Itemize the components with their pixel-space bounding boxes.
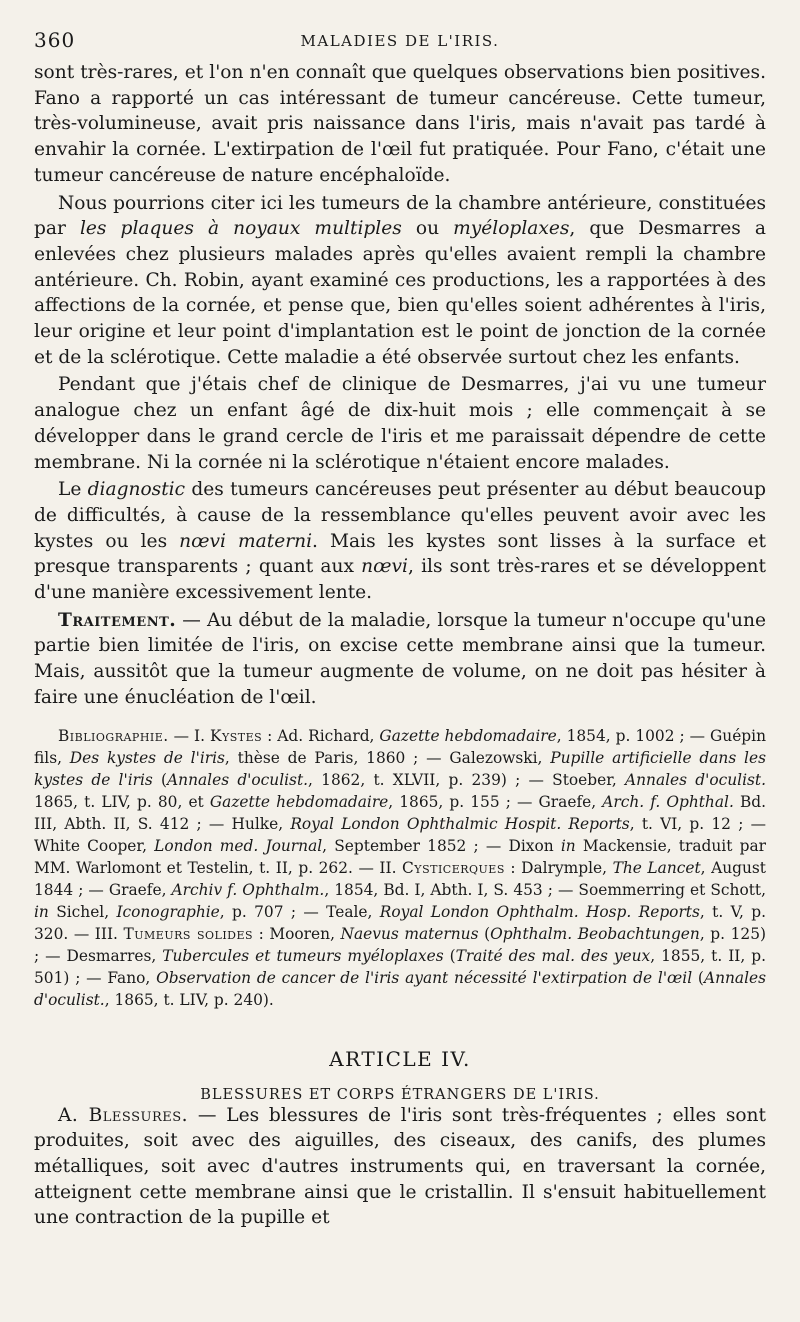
text-run: , September 1852 ; — Dixon (322, 836, 561, 855)
text-run: , 1854, Bd. I, Abth. I, S. 453 ; — Soemmerring et Schott, (324, 880, 766, 899)
section-label: A. Blessures. (58, 1104, 189, 1126)
bib-title: in (34, 902, 49, 921)
text-run: : Dalrymple, (504, 858, 613, 877)
bibliography (34, 725, 766, 1011)
text-run: : Ad. Richard, (262, 726, 380, 745)
page-number: 360 (34, 28, 76, 52)
article-subtitle: BLESSURES ET CORPS ÉTRANGERS DE L'IRIS. (200, 1086, 600, 1103)
italic-term: nœvi materni (179, 530, 313, 552)
bib-title: Annales d'oculist. (167, 770, 309, 789)
text-run: — Les blessures de l'iris sont très-fréquentes ; elles sont produites, soit avec des aiguilles, des ciseaux, des canifs, des plumes métalliques, soit avec d'autres instruments qui, en traversant la cornée, atteignent cette membrane ainsi que le cristallin. Il s'ensuit habituellement une contraction de la pupille et (34, 1104, 767, 1229)
bib-title: Annales d'oculist. (625, 770, 766, 789)
bib-title: Iconographie (116, 902, 220, 921)
bib-title: Royal London Ophthalmic Hospit. Reports (290, 814, 630, 833)
paragraph-blessures (34, 1103, 766, 1232)
text-run: ou (401, 218, 454, 240)
text-run: , ils sont très-rares et se développent d'une manière excessivement lente. (34, 556, 767, 604)
text-run: Nous pourrions citer ici les tumeurs de la chambre antérieure, constituées par (34, 192, 766, 240)
bib-title: Archiv f. Ophthalm. (171, 880, 325, 899)
paragraph-tumor-cases: sont très-rares, et l'on n'en connaît que quelques observations bien positives. Fano a rapporté un cas intéressant de tumeur cancéreuse. Cette tumeur, très-volumineuse, avait pris naissance dans l'iris, mais n'avait pas tardé à envahir la cornée. L'extirpation de l'œil fut pratiquée. Pour Fano, c'était une tumeur cancéreuse de nature encéphaloïde. (34, 62, 766, 186)
bib-title: Arch. f. Ophthal. (602, 792, 734, 811)
bib-title: Ophthalm. Beobachtungen (490, 924, 700, 943)
text-run: — Au début de la maladie, lorsque la tumeur n'occupe qu'une partie bien limitée de l'iris, on excise cette membrane ainsi que la tumeur. Mais, aussitôt que la tumeur augmente de volume, on ne doit pas hésiter à faire une énucléation de l'œil. (34, 609, 766, 708)
text-run: Bd. III, Abth. II, S. 412 ; — Hulke, (34, 792, 766, 833)
text-run: 1865, t. LIV, p. 80, et (34, 792, 210, 811)
bib-title: Pupille artificielle dans les kystes de l'iris (34, 748, 766, 789)
bib-title: Tubercules et tumeurs myéloplaxes (162, 946, 444, 965)
bib-title: Traité des mal. des yeux (455, 946, 651, 965)
bib-title: Royal London Ophthalm. Hosp. Reports (379, 902, 700, 921)
text-run: , 1855, t. II, p. 501) ; — Fano, (34, 946, 766, 987)
page-header (34, 20, 766, 60)
paragraph-treatment (34, 608, 766, 711)
running-title: MALADIES DE L'IRIS. (300, 32, 500, 50)
bib-title: London med. Journal (154, 836, 323, 855)
text-run: Mackensie, traduit par MM. Warlomont et Testelin, t. II, p. 262. — II. (34, 836, 766, 877)
bib-title: Naevus maternus (340, 924, 479, 943)
article-title: ARTICLE IV. (329, 1046, 471, 1071)
bib-section-label: Kystes (209, 726, 263, 745)
italic-term: diagnostic (87, 479, 186, 501)
text-run: Le (58, 479, 88, 501)
bib-section-label: Cysticerques (402, 858, 505, 877)
paragraph-clinical-case: Pendant que j'étais chef de clinique de Desmarres, j'ai vu une tumeur analogue chez un enfant âgé de dix-huit mois ; elle commençait à se développer dans le grand cercle de l'iris et me paraissait dépendre de cette membrane. Ni la cornée ni la sclérotique n'étaient encore malades. (34, 374, 766, 473)
text-run: Sichel, (48, 902, 117, 921)
text-run: . Mais les kystes sont lisses à la surface et presque transparents ; quant aux (34, 530, 766, 578)
bib-title: Gazette hebdomadaire (379, 726, 557, 745)
bibliography-label: Bibliographie. (58, 726, 169, 745)
text-run: , p. 707 ; — Teale, (219, 902, 380, 921)
text-run: , August 1844 ; — Graefe, (34, 858, 766, 899)
text-run: ( (443, 946, 456, 965)
bib-title: Annales d'oculist. (34, 968, 766, 1009)
italic-term: nœvi (361, 556, 408, 578)
text-run: ( (478, 924, 491, 943)
bib-section-label: Tumeurs solides (123, 924, 254, 943)
bib-title: Observation de cancer de l'iris ayant nécessité l'extirpation de l'œil (156, 968, 693, 987)
text-run: : Mooren, (253, 924, 341, 943)
text-run: , thèse de Paris, 1860 ; — Galezowski, (224, 748, 551, 767)
paragraph-anterior-chamber (34, 191, 766, 371)
italic-term: les plaques à noyaux multiples (79, 218, 402, 240)
treatment-label: Traitement. (58, 609, 177, 631)
text-run: des tumeurs cancéreuses peut présenter au début beaucoup de difficultés, à cause de la ressemblance qu'elles peuvent avoir avec les kystes ou les (34, 479, 766, 552)
bib-title: Des kystes de l'iris (69, 748, 225, 767)
text-run: , 1854, p. 1002 ; — Guépin fils, (34, 726, 766, 767)
paragraph-diagnostic (34, 477, 766, 606)
text-run: , t. VI, p. 12 ; — White Cooper, (34, 814, 766, 855)
bib-title: The Lancet (612, 858, 701, 877)
bib-title: Gazette hebdomadaire (209, 792, 389, 811)
text-run: , 1862, t. XLVII, p. 239) ; — Stoeber, (308, 770, 626, 789)
bib-title: in (560, 836, 576, 855)
text-run: , p. 125) ; — Desmarres, (34, 924, 766, 965)
italic-term: myéloplaxes (453, 218, 570, 240)
text-run: — I. (168, 726, 210, 745)
text-run: , 1865, p. 155 ; — Graefe, (388, 792, 603, 811)
text-run: ( (152, 770, 168, 789)
text-run: , t. V, p. 320. — III. (34, 902, 766, 943)
text-run: , que Desmarres a enlevées chez plusieurs malades après qu'elles avaient rempli la chambre antérieure. Ch. Robin, ayant examiné ces productions, les a rapportées à des affections de la cornée, et pense que, bien qu'elles soient adhérentes à l'iris, leur origine et leur point d'implantation est le point de jonction de la cornée et de la sclérotique. Cette maladie a été observée surtout chez les enfants. (34, 218, 766, 368)
text-run: ( (692, 968, 704, 987)
text-run: , 1865, t. LIV, p. 240). (104, 990, 274, 1009)
